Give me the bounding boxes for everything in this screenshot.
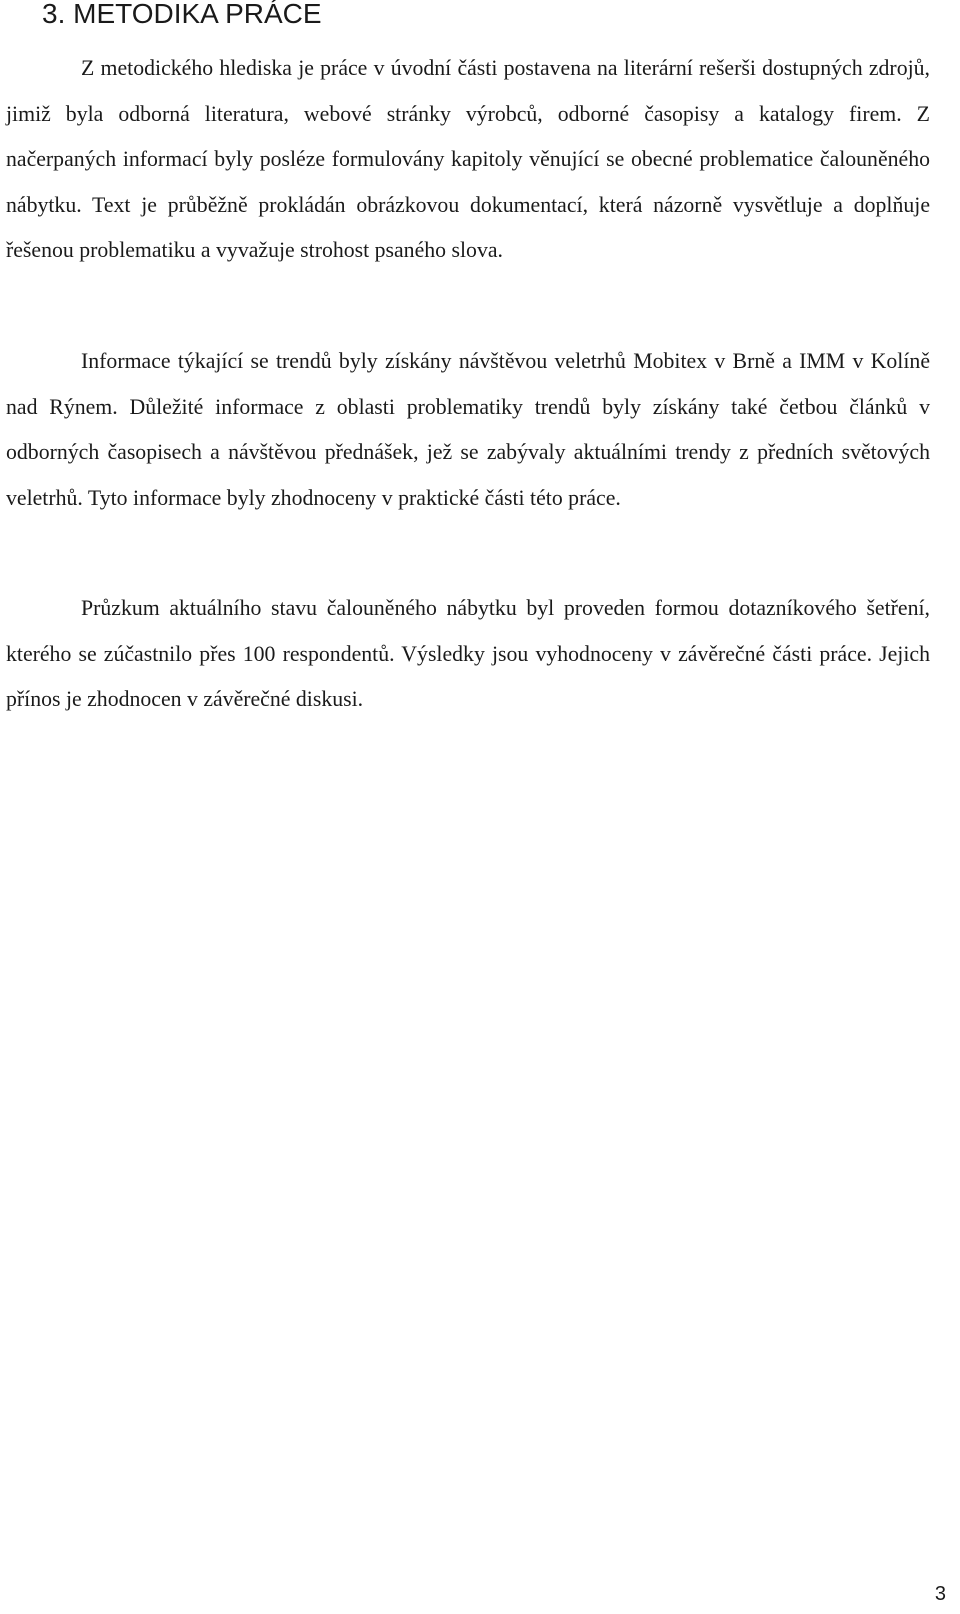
paragraph-methodology: Z metodického hlediska je práce v úvodní části postavena na literární rešerši dostupných zdrojů, jimiž byla odborná literatura, webové stránky výrobců, odborné časopisy a katalogy firem. Z načerpaných informací byly posléze formulovány kapitoly věnující se obecné problematice čalouněného nábytku. Text je průběžně prokládán obrázkovou dokumentací, která názorně vysvětluje a doplňuje řešenou problematiku a vyvažuje strohost psaného slova. xyxy=(6,56,930,262)
paragraph-trends: Informace týkající se trendů byly získány návštěvou veletrhů Mobitex v Brně a IMM v Kolíně nad Rýnem. Důležité informace z oblasti problematiky trendů byly získány také četbou článků v odborných časopisech a návštěvou přednášek, jež se zabývaly aktuálními trendy z předních světových veletrhů. Tyto informace byly zhodnoceny v praktické části této práce. xyxy=(6,349,930,510)
paragraph-survey: Průzkum aktuálního stavu čalouněného nábytku byl proveden formou dotazníkového šetření, kterého se zúčastnilo přes 100 respondentů. Výsledky jsou vyhodnoceny v závěrečné části práce. Jejich přínos je zhodnocen v závěrečné diskusi. xyxy=(6,596,930,711)
section-heading: 3. METODIKA PRÁCE xyxy=(42,0,322,29)
page-number: 3 xyxy=(934,1583,946,1605)
